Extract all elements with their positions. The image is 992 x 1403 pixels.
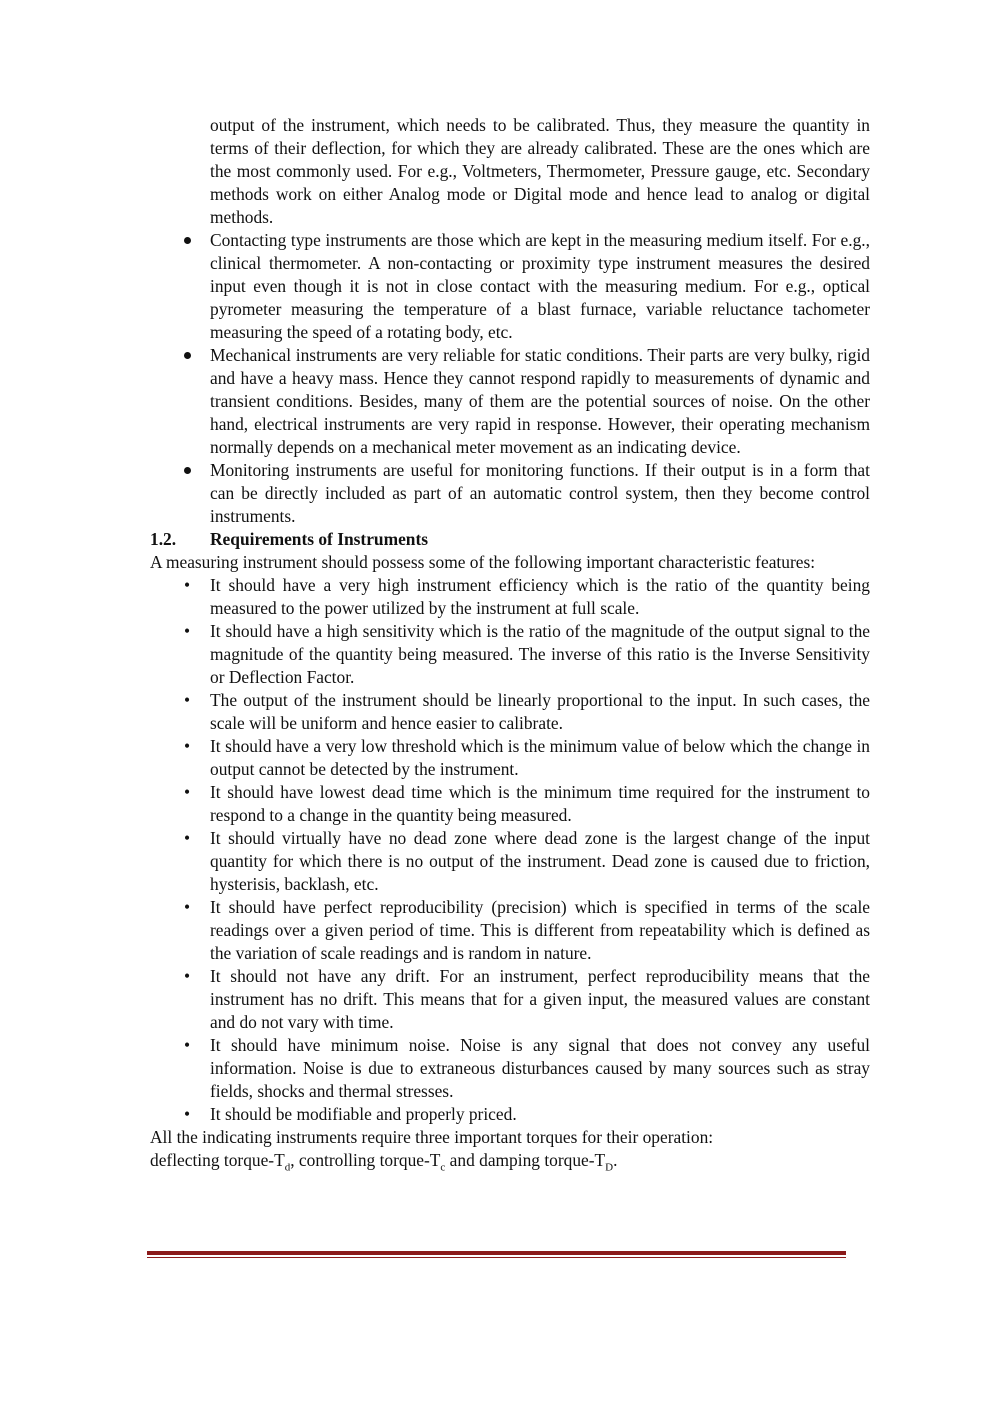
torque-subscript: D xyxy=(605,1161,614,1174)
list-item-text: It should have a very low threshold which is the minimum value of below which the change in output cannot be detected by the instrument. xyxy=(210,736,870,779)
list-item-text: It should have a very high instrument efficiency which is the ratio of the quantity being measured to the power utilized by the instrument at full scale. xyxy=(210,575,870,618)
section-heading xyxy=(150,528,870,551)
circle-bullet-icon xyxy=(180,344,194,367)
torque-subscript: c xyxy=(440,1161,446,1174)
torque-text: deflecting torque-T xyxy=(150,1150,285,1170)
list-item xyxy=(150,620,870,689)
list-item-text: It should be modifiable and properly priced. xyxy=(210,1104,517,1124)
list-item-text: The output of the instrument should be linearly proportional to the input. In such cases, the scale will be uniform and hence easier to calibrate. xyxy=(210,690,870,733)
list-item xyxy=(150,229,870,344)
bullet-icon: • xyxy=(183,690,191,710)
bullet-icon: • xyxy=(183,1104,191,1124)
list-item-text: It should have a high sensitivity which is the ratio of the magnitude of the output signal to the magnitude of the quantity being measured. The inverse of this ratio is the Inverse Sensitivity or Deflection Factor. xyxy=(210,621,870,687)
list-item xyxy=(150,735,870,781)
list-item-text: It should have perfect reproducibility (precision) which is specified in terms of the scale readings over a given period of time. This is different from repeatability which is defined as the variation of scale readings and is random in nature. xyxy=(210,897,870,963)
list-item-text: It should have lowest dead time which is the minimum time required for the instrument to respond to a change in the quantity being measured. xyxy=(210,782,870,825)
bullet-icon: • xyxy=(183,736,191,756)
list-item xyxy=(150,965,870,1034)
continuation-paragraph: output of the instrument, which needs to be calibrated. Thus, they measure the quantity in terms of their deflection, for which they are already calibrated. These are the ones which are the most commonly used. For e.g., Voltmeters, Thermometer, Pressure gauge, etc. Secondary methods work on either Analog mode or Digital mode and hence lead to analog or digital methods. xyxy=(210,115,870,227)
list-item xyxy=(150,689,870,735)
page-body xyxy=(150,114,870,1172)
section-number: 1.2. xyxy=(150,529,177,549)
list-item-text: Mechanical instruments are very reliable for static conditions. Their parts are very bulky, rigid and have a heavy mass. Hence they cannot respond rapidly to measurements of dynamic and transient conditions. Besides, many of them are the potential sources of noise. On the other hand, electrical instruments are very rapid in response. However, their operating mechanism normally depends on a mechanical meter movement as an indicating device. xyxy=(210,345,870,457)
section-title: Requirements of Instruments xyxy=(210,529,429,549)
list-item xyxy=(150,1034,870,1103)
footer-rule-thin xyxy=(147,1257,846,1258)
circle-bullet-icon xyxy=(180,459,194,482)
torque-subscript: d xyxy=(284,1161,291,1174)
list-item xyxy=(150,574,870,620)
torque-text: , controlling torque-T xyxy=(290,1150,441,1170)
bullet-icon: • xyxy=(183,828,191,848)
list-item xyxy=(150,896,870,965)
bullet-icon: • xyxy=(183,575,191,595)
list-item-text: Contacting type instruments are those which are kept in the measuring medium itself. For e.g., clinical thermometer. A non-contacting or proximity type instrument measures the desired input even though it is not in close contact with the measuring medium. For e.g., optical pyrometer measuring the temperature of a blast furnace, variable reluctance tachometer measuring the speed of a rotating body, etc. xyxy=(210,230,870,342)
intro-paragraph: A measuring instrument should possess some of the following important characteristic features: xyxy=(150,552,816,572)
bullet-icon: • xyxy=(183,621,191,641)
list-item-text: It should virtually have no dead zone where dead zone is the largest change of the input quantity for which there is no output of the instrument. Dead zone is caused due to friction, hysterisis, backlash, etc. xyxy=(210,828,870,894)
list-item-text: It should have minimum noise. Noise is any signal that does not convey any useful information. Noise is due to extraneous disturbances caused by many sources such as stray fields, shocks and thermal stresses. xyxy=(210,1035,870,1101)
torque-text: and damping torque-T xyxy=(445,1150,606,1170)
footer-rule-thick xyxy=(147,1251,846,1255)
list-item-text: Monitoring instruments are useful for monitoring functions. If their output is in a form that can be directly included as part of an automatic control system, then they become control instruments. xyxy=(210,460,870,526)
torque-text: . xyxy=(613,1150,618,1170)
closing-line-1: All the indicating instruments require three important torques for their operation: xyxy=(150,1127,714,1147)
closing-line-2 xyxy=(150,1149,870,1172)
list-item xyxy=(150,1103,870,1126)
bullet-icon: • xyxy=(183,897,191,917)
list-item xyxy=(150,344,870,459)
bullet-icon: • xyxy=(183,966,191,986)
bullet-icon: • xyxy=(183,782,191,802)
bullet-icon: • xyxy=(183,1035,191,1055)
circle-bullet-icon xyxy=(180,229,194,252)
list-item xyxy=(150,827,870,896)
list-item xyxy=(150,781,870,827)
list-item-text: It should not have any drift. For an instrument, perfect reproducibility means that the instrument has no drift. This means that for a given input, the measured values are constant and do not vary with time. xyxy=(210,966,870,1032)
list-item xyxy=(150,459,870,528)
